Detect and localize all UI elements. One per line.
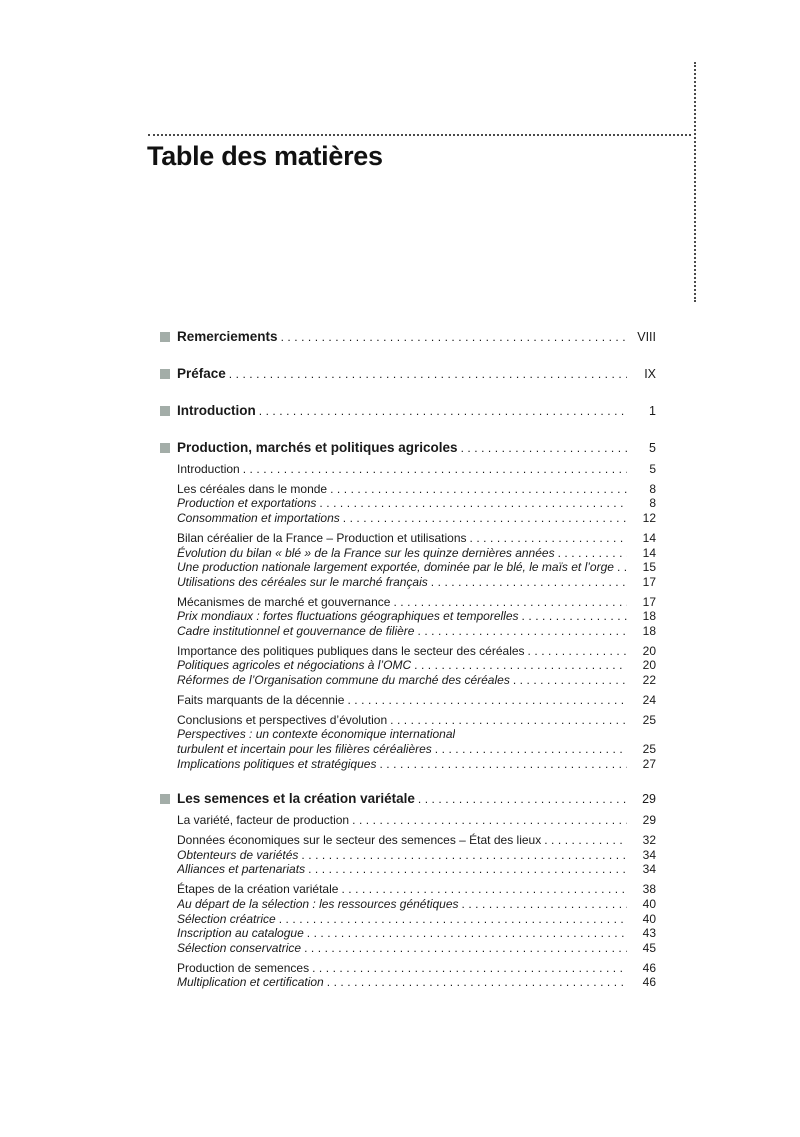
toc-entry-label: Inscription au catalogue [177,926,304,941]
toc-entry-label: Importance des politiques publiques dans le secteur des céréales [177,643,525,658]
toc-entry-row [160,813,656,828]
toc-entry-row [160,833,656,848]
toc-leader-dots [390,713,627,728]
toc-entry-label: Remerciements [177,329,278,344]
toc-leader-dots [307,926,627,941]
toc-page-number: 40 [642,896,656,911]
toc-entry-row [160,713,656,728]
right-dotted-rule [694,62,696,302]
toc-entry-label: Production de semences [177,960,310,975]
toc-leader-dots [229,366,627,383]
toc-page-number: 46 [642,975,656,990]
toc-page-number: 12 [642,511,656,526]
toc-entry-label: Production, marchés et politiques agricoles [177,440,458,455]
toc-entry-row [160,673,656,688]
toc-entry-label: Conclusions et perspectives d’évolution [177,712,388,727]
toc-leader-dots [341,882,627,897]
toc-entry-row [160,941,656,956]
toc-entry-row [160,462,656,477]
toc-page-number: 34 [642,862,656,877]
toc-entry-label: turbulent et incertain pour les filières céréalières [177,741,432,756]
toc-entry-row [160,575,656,590]
toc-leader-dots [417,624,627,639]
toc-leader-dots [393,595,627,610]
toc-page-number: 34 [642,847,656,862]
toc-entry-label: Les céréales dans le monde [177,481,328,496]
toc-leader-dots [558,546,627,561]
toc-page-number: 25 [642,712,656,727]
toc-entry-label: Production et exportations [177,496,317,511]
toc-page-number: 45 [642,940,656,955]
toc-page-number: 27 [642,756,656,771]
toc-leader-dots [462,897,627,912]
toc-page-number: 5 [649,441,656,455]
top-dotted-rule [148,134,691,136]
toc-entry-label: La variété, facteur de production [177,813,350,828]
toc-leader-dots [435,742,627,757]
toc-leader-dots [279,912,627,927]
toc-entry-row [160,531,656,546]
toc-leader-dots [281,329,627,346]
toc-entry-label: Introduction [177,403,256,418]
toc-leader-dots [379,757,627,772]
toc-leader-dots [330,482,627,497]
toc-leader-dots [513,673,627,688]
toc-entry-label: Les semences et la création variétale [177,791,415,807]
toc-entry-label: Multiplication et certification [177,975,324,990]
toc-leader-dots [431,575,627,590]
toc-entry-label: Consommation et importations [177,511,340,526]
toc-entry-row [160,609,656,624]
section-bullet-icon [160,443,170,453]
section-bullet-icon [160,794,170,804]
toc-entry-row [160,482,656,497]
toc-page-number: 29 [642,792,656,807]
toc-page-number: IX [644,367,656,381]
toc-entry-row [160,961,656,976]
toc-page-number: 8 [649,496,656,511]
toc-entry-row [160,862,656,877]
toc-leader-dots [544,833,627,848]
toc-page-number: 17 [642,594,656,609]
toc-entry-row [160,496,656,511]
toc-entry-label: Préface [177,366,226,381]
toc-entry-label: Obtenteurs de variétés [177,847,299,862]
toc-list [160,328,656,990]
toc-page-number: 5 [649,462,656,476]
toc-entry-row [160,658,656,673]
toc-leader-dots [414,658,627,673]
toc-entry-label: Introduction [177,462,240,476]
toc-leader-dots [352,813,627,828]
toc-entry-row [160,897,656,912]
toc-page-number: 40 [642,911,656,926]
toc-section-row [160,439,656,457]
toc-leader-dots [312,961,627,976]
toc-leader-dots [470,531,628,546]
toc-entry-label: Au départ de la sélection : les ressources génétiques [177,896,459,911]
toc-leader-dots [528,644,627,659]
toc-page-number: 17 [642,574,656,589]
toc-page-number: 18 [642,609,656,624]
toc-leader-dots [319,496,627,511]
toc-entry-row [160,693,656,708]
toc-entry-row [160,742,656,757]
toc-entry-label: Réformes de l’Organisation commune du marché des céréales [177,673,510,688]
toc-section-row [160,365,656,383]
toc-page-number: 43 [642,926,656,941]
toc-entry-label: Bilan céréalier de la France – Production et utilisations [177,530,467,545]
toc-leader-dots [327,975,627,990]
toc-entry-row [160,975,656,990]
toc-leader-dots [522,609,627,624]
toc-page-number: VIII [637,330,656,344]
toc-entry-label: Évolution du bilan « blé » de la France sur les quinze dernières années [177,545,555,560]
toc-page-number: 15 [642,560,656,575]
toc-page-number: 29 [642,813,656,828]
toc-entry-label: Sélection conservatrice [177,940,302,955]
toc-section-row [160,328,656,346]
toc-leader-dots [343,511,627,526]
toc-leader-dots [418,791,627,808]
toc-page-number: 14 [642,530,656,545]
toc-page-number: 22 [642,673,656,688]
toc-entry-label: Sélection créatrice [177,911,276,926]
toc-page-number: 46 [642,960,656,975]
toc-page-number: 18 [642,624,656,639]
toc-page-number: 20 [642,643,656,658]
toc-page-number: 25 [642,741,656,756]
toc-entry-label: Données économiques sur le secteur des semences – État des lieux [177,833,542,848]
toc-section-row [160,790,656,808]
toc-entry-row [160,511,656,526]
toc-entry-label: Implications politiques et stratégiques [177,756,377,771]
toc-entry-row [160,560,656,575]
toc-leader-dots [304,941,627,956]
toc-entry-label: Perspectives : un contexte économique international [177,727,456,742]
toc-entry-row [160,882,656,897]
toc-page-number: 1 [649,404,656,418]
toc-page-number: 8 [649,481,656,496]
page-title: Table des matières [147,141,383,171]
section-bullet-icon [160,369,170,379]
toc-page-number: 32 [642,833,656,848]
toc-page-number: 14 [642,545,656,560]
toc-entry-label: Utilisations des céréales sur le marché français [177,574,428,589]
toc-entry-row [160,727,656,742]
toc-page-number: 38 [642,882,656,897]
toc-entry-row [160,546,656,561]
toc-page-number: 24 [642,692,656,707]
toc-leader-dots [347,693,627,708]
toc-entry-label: Politiques agricoles et négociations à l’OMC [177,658,412,673]
toc-entry-label: Une production nationale largement exportée, dominée par le blé, le maïs et l’orge [177,560,614,575]
toc-entry-row [160,757,656,772]
toc-entry-label: Faits marquants de la décennie [177,692,345,707]
toc-entry-row [160,926,656,941]
toc-leader-dots [308,862,627,877]
toc-entry-row [160,595,656,610]
section-bullet-icon [160,406,170,416]
toc-leader-dots [243,462,627,477]
toc-entry-label: Étapes de la création variétale [177,882,339,897]
toc-leader-dots [301,848,627,863]
toc-entry-label: Prix mondiaux : fortes fluctuations géographiques et temporelles [177,609,519,624]
toc-entry-row [160,912,656,927]
toc-section-row [160,402,656,420]
toc-entry-label: Mécanismes de marché et gouvernance [177,594,391,609]
toc-entry-label: Alliances et partenariats [177,862,306,877]
toc-entry-row [160,644,656,659]
toc-page-number: 20 [642,658,656,673]
section-bullet-icon [160,332,170,342]
toc-leader-dots [259,403,627,420]
toc-leader-dots [617,560,627,575]
toc-entry-row [160,624,656,639]
toc-entry-row [160,848,656,863]
toc-entry-label: Cadre institutionnel et gouvernance de filière [177,624,415,639]
toc-leader-dots [461,440,627,457]
